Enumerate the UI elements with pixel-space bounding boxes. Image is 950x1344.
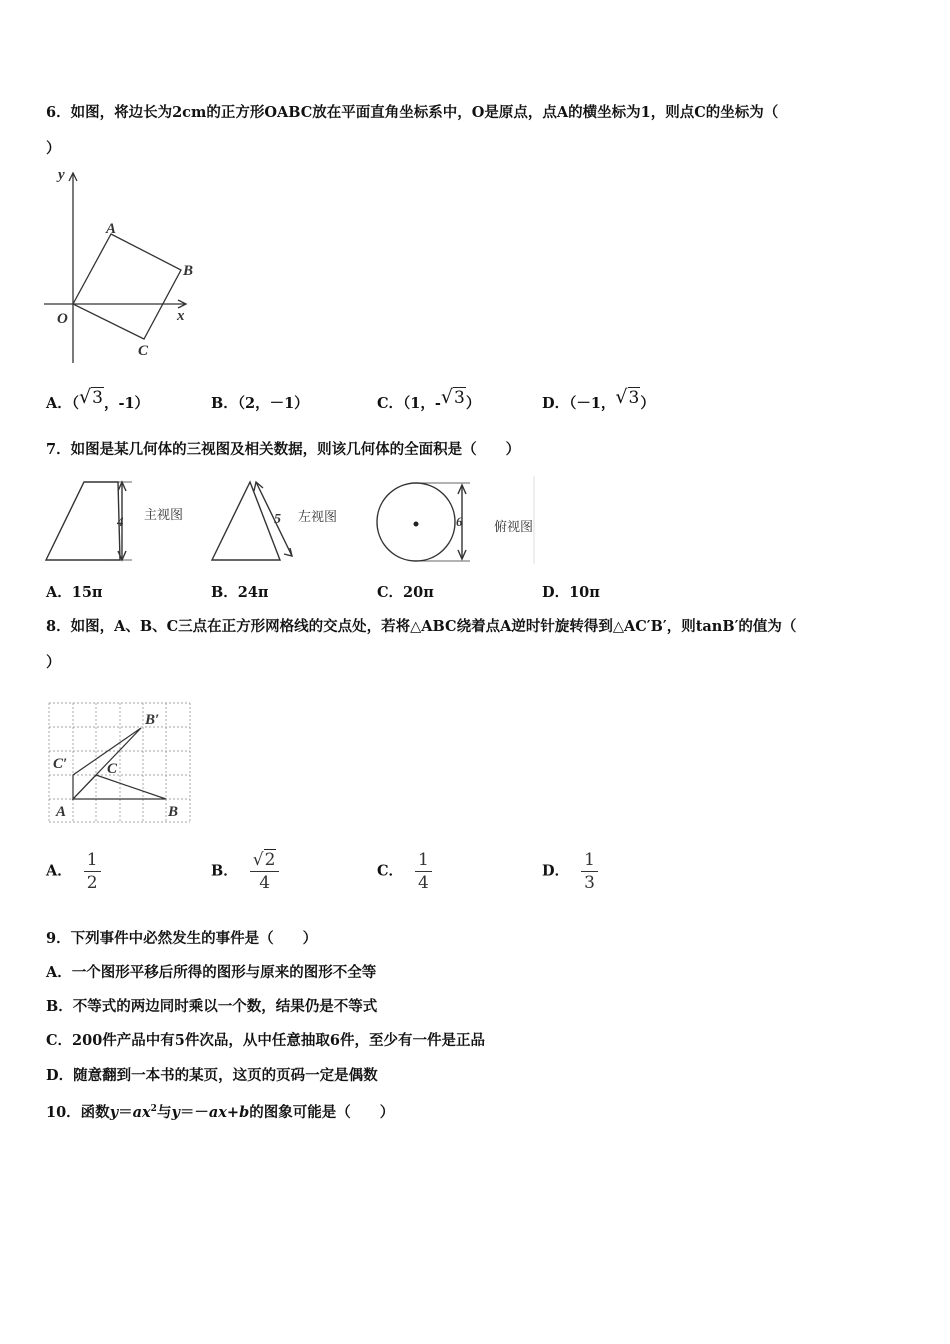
q8-stem-line2: ） (46, 654, 61, 671)
q7-three-views-figure (44, 474, 539, 566)
q8-option-d[interactable]: D． $\frac{1}{3}$ (542, 849, 598, 894)
square-oabc (73, 234, 181, 339)
front-view-label: 主视图 (144, 508, 184, 523)
y-axis-label: y (58, 167, 65, 183)
q7-option-d[interactable]: D．10π (542, 584, 600, 601)
fraction: $\frac{√2}{4}$ (250, 849, 280, 894)
q8-option-a[interactable]: A． $\frac{1}{2}$ (46, 849, 101, 894)
point-c-prime-label: C′ (53, 756, 68, 772)
top-dimension-value: 6 (456, 514, 463, 529)
sqrt-3: √3 (79, 385, 103, 408)
q8-grid-figure (46, 700, 194, 826)
q6-option-a[interactable]: A．（√3，-1） (46, 385, 150, 412)
q6-option-b[interactable]: B．（2，－1） (211, 395, 309, 412)
point-b-label: B (168, 804, 179, 820)
left-view-shape (212, 482, 280, 560)
q6-stem-line2: ） (46, 140, 61, 157)
q6-option-c[interactable]: C．（1，-√3） (377, 385, 481, 412)
q7-option-b[interactable]: B．24π (211, 584, 269, 601)
point-b-label: B (183, 263, 194, 279)
q9-option-d[interactable]: D．随意翻到一本书的某页，这页的页码一定是偶数 (46, 1067, 378, 1084)
q8-option-b[interactable]: B． $\frac{√2}{4}$ (211, 849, 279, 894)
q7-stem: 7．如图是某几何体的三视图及相关数据，则该几何体的全面积是（ ） (46, 441, 521, 458)
q9-option-b[interactable]: B．不等式的两边同时乘以一个数，结果仍是不等式 (46, 998, 378, 1015)
sqrt-3: √3 (615, 385, 640, 408)
fraction: $\frac{1}{2}$ (84, 849, 101, 894)
q6-coordinate-figure (40, 165, 200, 365)
point-b-prime-label: B′ (145, 712, 160, 728)
top-view-label: 俯视图 (494, 520, 534, 535)
q9-stem: 9．下列事件中必然发生的事件是（ ） (46, 930, 318, 947)
q8-stem-line1: 8．如图，A、B、C三点在正方形网格线的交点处，若将△ABC绕着点A逆时针旋转得到△AC′B′，则tanB′的值为（ (46, 618, 797, 635)
front-dimension-value: 4 (117, 514, 124, 529)
point-c-label: C (138, 343, 149, 359)
top-view-center (414, 522, 419, 527)
q7-option-a[interactable]: A．15π (46, 584, 103, 601)
q6-stem-line1: 6．如图，将边长为2cm的正方形OABC放在平面直角坐标系中，O是原点，点A的横坐标为1，则点C的坐标为（ (46, 104, 779, 121)
q9-option-c[interactable]: C．200件产品中有5件次品，从中任意抽取6件，至少有一件是正品 (46, 1032, 485, 1049)
x-axis-label: x (177, 308, 185, 324)
point-a-label: A (56, 804, 67, 820)
left-dimension-value: 5 (274, 512, 281, 527)
fraction: $\frac{1}{4}$ (415, 849, 432, 894)
sqrt-3: √3 (440, 385, 465, 408)
q6-option-d[interactable]: D．（－1，√3） (542, 385, 655, 412)
q7-option-c[interactable]: C．20π (377, 584, 434, 601)
q8-option-c[interactable]: C． $\frac{1}{4}$ (377, 849, 432, 894)
point-c-label: C (107, 761, 118, 777)
q9-option-a[interactable]: A．一个图形平移后所得的图形与原来的图形不全等 (46, 964, 377, 981)
point-o-label: O (57, 311, 68, 327)
triangle-abc (73, 775, 166, 799)
left-view-label: 左视图 (298, 510, 338, 525)
front-view-shape (46, 482, 120, 560)
q10-stem: 10．函数$y=ax^2$与y＝－ax+b的图象可能是（ ） (46, 1103, 395, 1121)
point-a-label: A (106, 221, 117, 237)
fraction: $\frac{1}{3}$ (581, 849, 598, 894)
